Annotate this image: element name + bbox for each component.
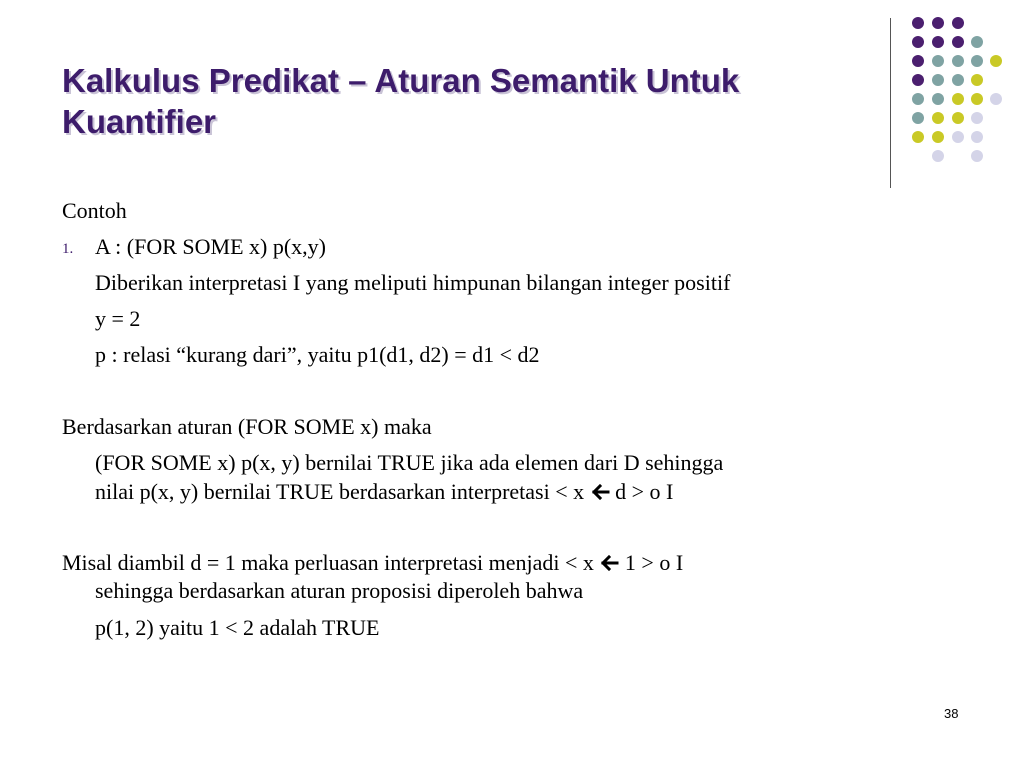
list-item-1-interpretation: Diberikan interpretasi I yang meliputi himpunan bilangan integer positif [95,270,731,295]
heading-contoh: Contoh [62,198,127,223]
example-line-2: sehingga berdasarkan aturan proposisi diperoleh bahwa [95,578,584,603]
rule-line-2-text-before: nilai p(x, y) bernilai TRUE berdasarkan interpretasi < x [95,479,590,504]
rule-line-2 [95,479,673,505]
page-number: 38 [944,706,959,721]
slide-title: Kalkulus Predikat – Aturan Semantik Untuk Kuantifier [62,62,740,140]
rule-line-1: (FOR SOME x) p(x, y) bernilai TRUE jika ada elemen dari D sehingga [95,450,724,475]
example-line-1-text-after: 1 > o I [619,550,684,575]
rule-intro: Berdasarkan aturan (FOR SOME x) maka [62,414,432,439]
rule-line-2-text-after: d > o I [609,479,674,504]
example-line-3: p(1, 2) yaitu 1 < 2 adalah TRUE [95,615,380,640]
list-item-1: A : (FOR SOME x) p(x,y) [95,234,327,259]
list-marker: 1. [62,241,74,257]
list-item-1-y-value: y = 2 [95,306,141,331]
example-line-1-text-before: Misal diambil d = 1 maka perluasan interpretasi menjadi < x [62,550,600,575]
list-item-1-relation: p : relasi “kurang dari”, yaitu p1(d1, d2) = d1 < d2 [95,342,540,367]
arrow-left-icon [599,555,619,571]
example-line-1 [62,550,683,576]
arrow-left-icon [590,484,610,500]
